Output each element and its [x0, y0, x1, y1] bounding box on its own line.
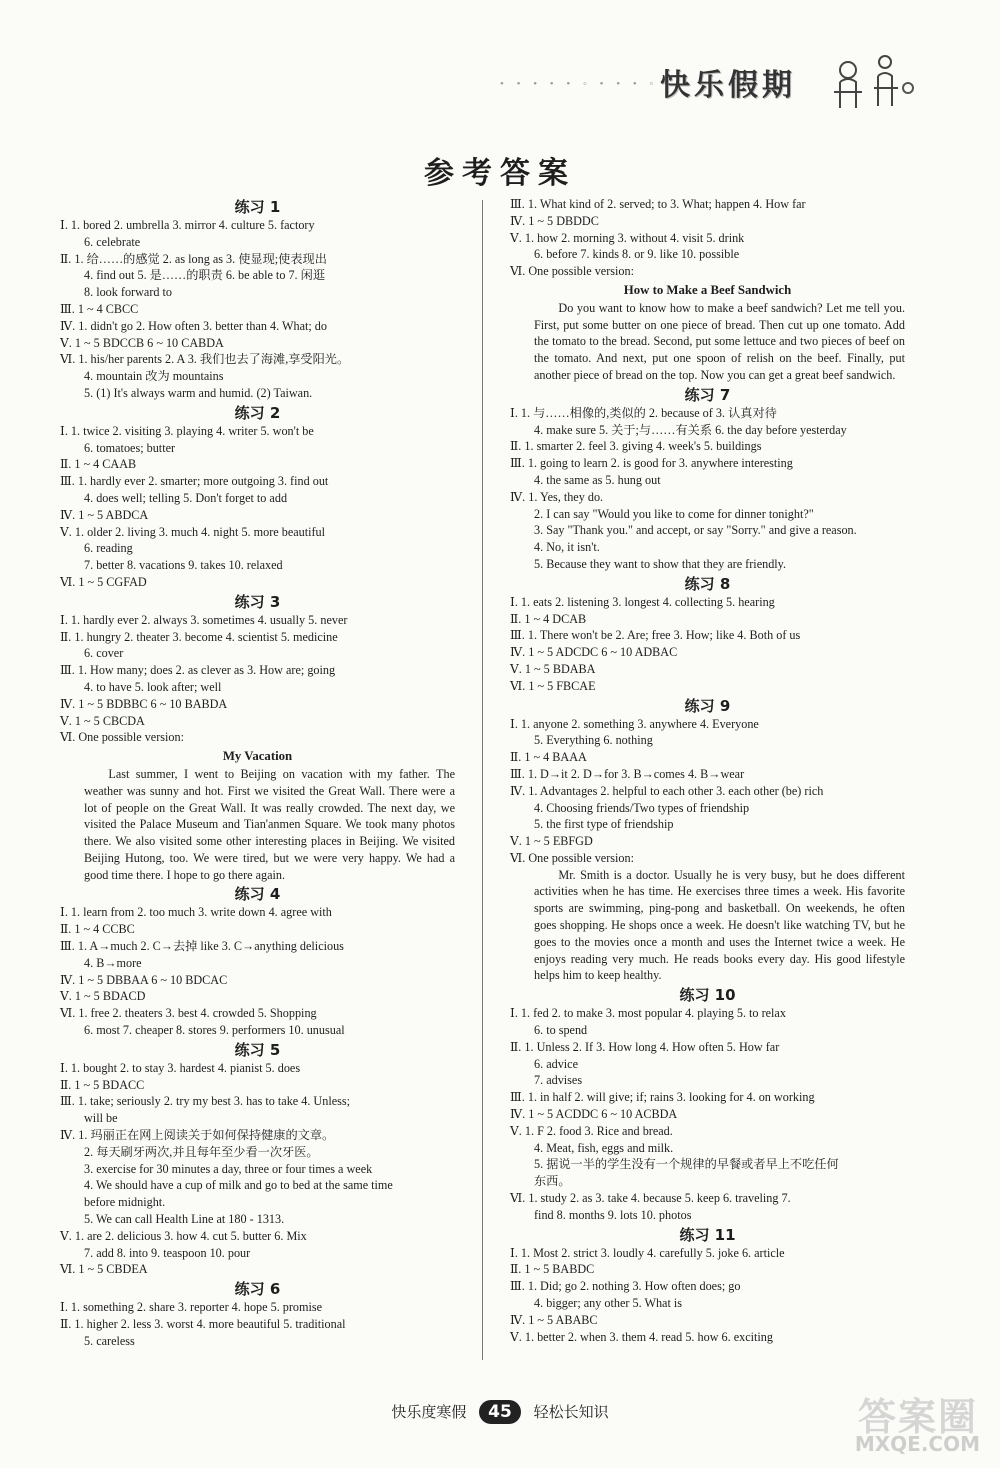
answer-line: Ⅴ. 1 ~ 5 EBFGD	[510, 834, 593, 849]
answer-line: Ⅵ. 1 ~ 5 CGFAD	[60, 574, 147, 589]
answer-line: 5. Everything 6. nothing	[534, 733, 653, 748]
answer-line: Ⅱ. 1. hungry 2. theater 3. become 4. scientist 5. medicine	[60, 629, 338, 644]
answer-line: Ⅳ. 1 ~ 5 ACDDC 6 ~ 10 ACBDA	[510, 1107, 678, 1122]
answer-line: Ⅵ. One possible version:	[510, 850, 634, 865]
answer-line: Ⅲ. 1. take; seriously 2. try my best 3. has to take 4. Unless;	[60, 1094, 350, 1109]
answer-line: Ⅲ. 1. hardly ever 2. smarter; more outgoing 3. find out	[60, 474, 329, 489]
answer-line: 6. celebrate	[84, 234, 141, 249]
answer-line: Ⅱ. 1. 给……的感觉 2. as long as 3. 使显现;使表现出	[60, 251, 327, 266]
answer-line: Ⅴ. 1 ~ 5 CBCDA	[60, 713, 145, 728]
answer-line: Ⅵ. One possible version:	[510, 264, 634, 279]
brand-title: 快乐假期	[660, 68, 796, 103]
answer-line: Ⅴ. 1 ~ 5 BDCCB 6 ~ 10 CABDA	[60, 335, 224, 350]
answer-line: before midnight.	[84, 1195, 166, 1210]
answer-line: 东西。	[534, 1174, 571, 1189]
answer-line: Ⅵ. One possible version:	[60, 730, 184, 745]
answer-line: Ⅳ. 1 ~ 5 DBBAA 6 ~ 10 BDCAC	[60, 972, 228, 987]
answer-line: 4. B→more	[84, 955, 142, 970]
answer-line: 3. Say "Thank you." and accept, or say "Sorry." and give a reason.	[534, 523, 857, 538]
answer-line: 5. 据说一半的学生没有一个规律的早餐或者早上不吃任何	[534, 1157, 839, 1172]
answer-line: Ⅵ. 1 ~ 5 CBDEA	[60, 1262, 148, 1277]
answer-line: 6. advice	[534, 1056, 578, 1071]
answer-line: Ⅱ. 1. Unless 2. If 3. How long 4. How often 5. How far	[510, 1039, 780, 1054]
answer-line: Ⅱ. 1 ~ 4 BAAA	[510, 750, 587, 765]
watermark	[828, 1382, 988, 1462]
section-heading: 练习 4	[234, 885, 281, 904]
answer-line: Ⅵ. 1. free 2. theaters 3. best 4. crowded 5. Shopping	[60, 1006, 317, 1021]
answer-column-right	[510, 196, 905, 1345]
answer-line: Ⅲ. 1. going to learn 2. is good for 3. anywhere interesting	[510, 456, 793, 471]
answer-line: 7. better 8. vacations 9. takes 10. relaxed	[84, 558, 283, 573]
answer-line: 7. add 8. into 9. teaspoon 10. pour	[84, 1245, 251, 1260]
answer-line: Ⅴ. 1 ~ 5 BDABA	[510, 661, 596, 676]
answer-line: Ⅲ. 1 ~ 4 CBCC	[60, 301, 139, 316]
answer-line: Ⅲ. 1. How many; does 2. as clever as 3. How are; going	[60, 663, 336, 678]
answer-line: 2. 每天刷牙两次,并且每年至少看一次牙医。	[84, 1144, 319, 1159]
answer-line: 4. make sure 5. 关于;与……有关系 6. the day before yesterday	[534, 422, 847, 437]
section-heading: 练习 1	[234, 198, 281, 216]
header-dots: • • • • • ◦ • • • ◦ • •	[500, 78, 692, 90]
answer-line: 4. find out 5. 是……的职责 6. be able to 7. 闲逛	[84, 268, 326, 283]
essay-paragraph: Last summer, I went to Beijing on vacation with my father. The weather was sunny and hot. First we visited the Great Wall. There were a lot of people on the Great Wall. It was really crowded. The next day, we visited the Palace Museum and Tian'anmen Square. We took many photos there. We also visited some other interesting places in Beijing. We visited Beijing Hutong, too. We were tired, but we were very happy. We had a good time there. I hope to go there again.	[84, 766, 455, 882]
section-heading: 练习 3	[234, 592, 281, 611]
header-banner	[500, 48, 970, 118]
answer-line: 4. No, it isn't.	[534, 540, 600, 555]
answer-line: Ⅱ. 1 ~ 5 BDACC	[60, 1077, 145, 1092]
answer-line: Ⅳ. 1. 玛丽正在网上阅读关于如何保持健康的文章。	[60, 1128, 335, 1143]
section-heading: 练习 8	[684, 574, 731, 593]
watermark-url: MXQE.COM	[854, 1432, 980, 1456]
answer-line: 4. bigger; any other 5. What is	[534, 1296, 683, 1311]
section-heading: 练习 10	[679, 986, 736, 1005]
answer-line: Ⅲ. 1. What kind of 2. served; to 3. What; happen 4. How far	[510, 197, 806, 211]
answer-line: 4. mountain 改为 mountains	[84, 369, 224, 384]
answer-line: Ⅲ. 1. in half 2. will give; if; rains 3. looking for 4. on working	[510, 1090, 815, 1105]
section-heading: 练习 2	[234, 403, 281, 422]
answer-line: 4. to have 5. look after; well	[84, 679, 222, 694]
answer-line: Ⅴ. 1. better 2. when 3. them 4. read 5. how 6. exciting	[510, 1329, 773, 1344]
answer-line: 6. most 7. cheaper 8. stores 9. performers 10. unusual	[84, 1023, 345, 1038]
essay-paragraph: Mr. Smith is a doctor. Usually he is very busy, but he does different activities when he has time. He exercises three times a week. His favorite sports are swimming, ping-pong and basketball. On weekends, he often goes shopping. He shops once a week. He doesn't like watching TV, but he goes to the movies once a month and uses the Internet twice a week. He enjoys reading very much. He reads books every day. His good lifestyle helps him to keep healthy.	[534, 867, 905, 983]
answer-line: Ⅱ. 1. smarter 2. feel 3. giving 4. week's 5. buildings	[510, 439, 762, 454]
answer-line: Ⅰ. 1. fed 2. to make 3. most popular 4. playing 5. to relax	[510, 1006, 786, 1021]
answer-line: Ⅲ. 1. D→it 2. D→for 3. B→comes 4. B→wear	[510, 766, 745, 781]
answer-line: 5. careless	[84, 1333, 135, 1348]
answer-line: 8. look forward to	[84, 285, 173, 300]
answer-line: Ⅲ. 1. Did; go 2. nothing 3. How often does; go	[510, 1279, 741, 1294]
answer-line: 2. I can say "Would you like to come for dinner tonight?"	[534, 506, 814, 521]
answer-line: Ⅳ. 1 ~ 5 BDBBC 6 ~ 10 BABDA	[60, 696, 228, 711]
section-heading: 练习 9	[684, 696, 731, 715]
answer-line: 5. the first type of friendship	[534, 817, 674, 832]
answer-line: 4. does well; telling 5. Don't forget to add	[84, 490, 288, 505]
answer-line: Ⅴ. 1. older 2. living 3. much 4. night 5. more beautiful	[60, 524, 326, 539]
answer-line: Ⅱ. 1 ~ 4 CCBC	[60, 922, 135, 937]
column-divider	[482, 200, 483, 1360]
answer-line: Ⅰ. 1. bored 2. umbrella 3. mirror 4. culture 5. factory	[60, 218, 315, 232]
answer-line: Ⅰ. 1. bought 2. to stay 3. hardest 4. pianist 5. does	[60, 1060, 301, 1075]
answer-line: 6. to spend	[534, 1023, 588, 1038]
answer-line: 6. before 7. kinds 8. or 9. like 10. possible	[534, 247, 740, 262]
watermark-main: 答案圈	[857, 1395, 978, 1439]
answer-line: 6. cover	[84, 646, 124, 661]
answer-line: Ⅵ. 1 ~ 5 FBCAE	[510, 678, 596, 693]
cartoon-decoration-icon	[830, 48, 920, 118]
answer-line: Ⅰ. 1. Most 2. strict 3. loudly 4. carefully 5. joke 6. article	[510, 1245, 785, 1260]
answer-line: Ⅳ. 1 ~ 5 ABDCA	[60, 507, 149, 522]
essay-paragraph: Do you want to know how to make a beef sandwich? Let me tell you. First, put some butter on one piece of bread. Then cut up one tomato. Add the tomato to the bread. Second, put some lettuce and two pieces of beef on the tomato. And next, put one spoon of relish on the beef. Finally, put another piece of bread on the top. Now you can get a great beef sandwich.	[534, 300, 905, 382]
answer-line: will be	[84, 1111, 118, 1126]
answer-line: Ⅱ. 1 ~ 4 CAAB	[60, 457, 137, 472]
footer-right-text: 轻松长知识	[533, 1403, 609, 1421]
answer-line: Ⅳ. 1. didn't go 2. How often 3. better than 4. What; do	[60, 318, 327, 333]
answer-line: Ⅱ. 1 ~ 4 DCAB	[510, 611, 587, 626]
answer-line: Ⅲ. 1. There won't be 2. Are; free 3. How; like 4. Both of us	[510, 628, 801, 643]
section-heading: 练习 6	[234, 1280, 281, 1299]
answer-line: Ⅵ. 1. his/her parents 2. A 3. 我们也去了海滩,享受阳光。	[60, 352, 350, 367]
answer-line: Ⅰ. 1. hardly ever 2. always 3. sometimes 4. usually 5. never	[60, 612, 348, 627]
answer-line: 6. tomatoes; butter	[84, 440, 176, 455]
answer-line: Ⅰ. 1. twice 2. visiting 3. playing 4. writer 5. won't be	[60, 423, 314, 438]
answer-line: Ⅴ. 1. are 2. delicious 3. how 4. cut 5. butter 6. Mix	[60, 1228, 307, 1243]
answer-line: Ⅰ. 1. something 2. share 3. reporter 4. hope 5. promise	[60, 1300, 323, 1315]
essay-title: My Vacation	[222, 749, 293, 764]
section-heading: 练习 7	[684, 385, 731, 404]
essay-title: How to Make a Beef Sandwich	[623, 282, 792, 297]
answer-line: Ⅰ. 1. eats 2. listening 3. longest 4. collecting 5. hearing	[510, 594, 775, 609]
answer-line: Ⅲ. 1. A→much 2. C→去掉 like 3. C→anything delicious	[60, 939, 344, 954]
page-number: 45	[479, 1400, 521, 1424]
answer-line: Ⅳ. 1 ~ 5 DBDDC	[510, 213, 599, 228]
answer-line: 5. Because they want to show that they are friendly.	[534, 556, 787, 571]
answer-line: Ⅳ. 1. Advantages 2. helpful to each other 3. each other (be) rich	[510, 783, 824, 798]
answer-line: Ⅰ. 1. learn from 2. too much 3. write down 4. agree with	[60, 905, 332, 920]
page-title: 参考答案	[424, 156, 576, 191]
answer-line: 3. exercise for 30 minutes a day, three or four times a week	[84, 1161, 373, 1176]
section-heading: 练习 5	[234, 1040, 281, 1059]
answer-line: Ⅱ. 1 ~ 5 BABDC	[510, 1262, 595, 1277]
answer-line: Ⅰ. 1. 与……相像的,类似的 2. because of 3. 认真对待	[510, 405, 777, 420]
footer-left-text: 快乐度寒假	[391, 1403, 467, 1421]
answer-column-left	[60, 196, 455, 1350]
answer-line: 4. Choosing friends/Two types of friendship	[534, 800, 750, 815]
answer-line: 7. advises	[534, 1073, 583, 1088]
answer-line: 6. reading	[84, 541, 133, 556]
answer-line: 4. the same as 5. hung out	[534, 472, 661, 487]
answer-line: 5. (1) It's always warm and humid. (2) Taiwan.	[84, 385, 313, 400]
answer-line: Ⅵ. 1. study 2. as 3. take 4. because 5. keep 6. traveling 7.	[510, 1191, 791, 1206]
answer-line: Ⅳ. 1 ~ 5 ADCDC 6 ~ 10 ADBAC	[510, 645, 678, 660]
answer-line: Ⅳ. 1. Yes, they do.	[510, 489, 604, 504]
answer-line: Ⅴ. 1 ~ 5 BDACD	[60, 989, 146, 1004]
answer-line: 4. We should have a cup of milk and go to bed at the same time	[84, 1178, 393, 1193]
answer-line: Ⅱ. 1. higher 2. less 3. worst 4. more beautiful 5. traditional	[60, 1317, 346, 1332]
answer-line: find 8. months 9. lots 10. photos	[534, 1207, 692, 1222]
answer-line: Ⅳ. 1 ~ 5 ABABC	[510, 1312, 598, 1327]
answer-line: Ⅴ. 1. F 2. food 3. Rice and bread.	[510, 1123, 673, 1138]
answer-line: Ⅴ. 1. how 2. morning 3. without 4. visit 5. drink	[510, 230, 745, 245]
section-heading: 练习 11	[679, 1225, 736, 1244]
answer-line: 4. Meat, fish, eggs and milk.	[534, 1140, 674, 1155]
answer-line: 5. We can call Health Line at 180 - 1313.	[84, 1212, 285, 1227]
answer-line: Ⅰ. 1. anyone 2. something 3. anywhere 4. Everyone	[510, 716, 759, 731]
